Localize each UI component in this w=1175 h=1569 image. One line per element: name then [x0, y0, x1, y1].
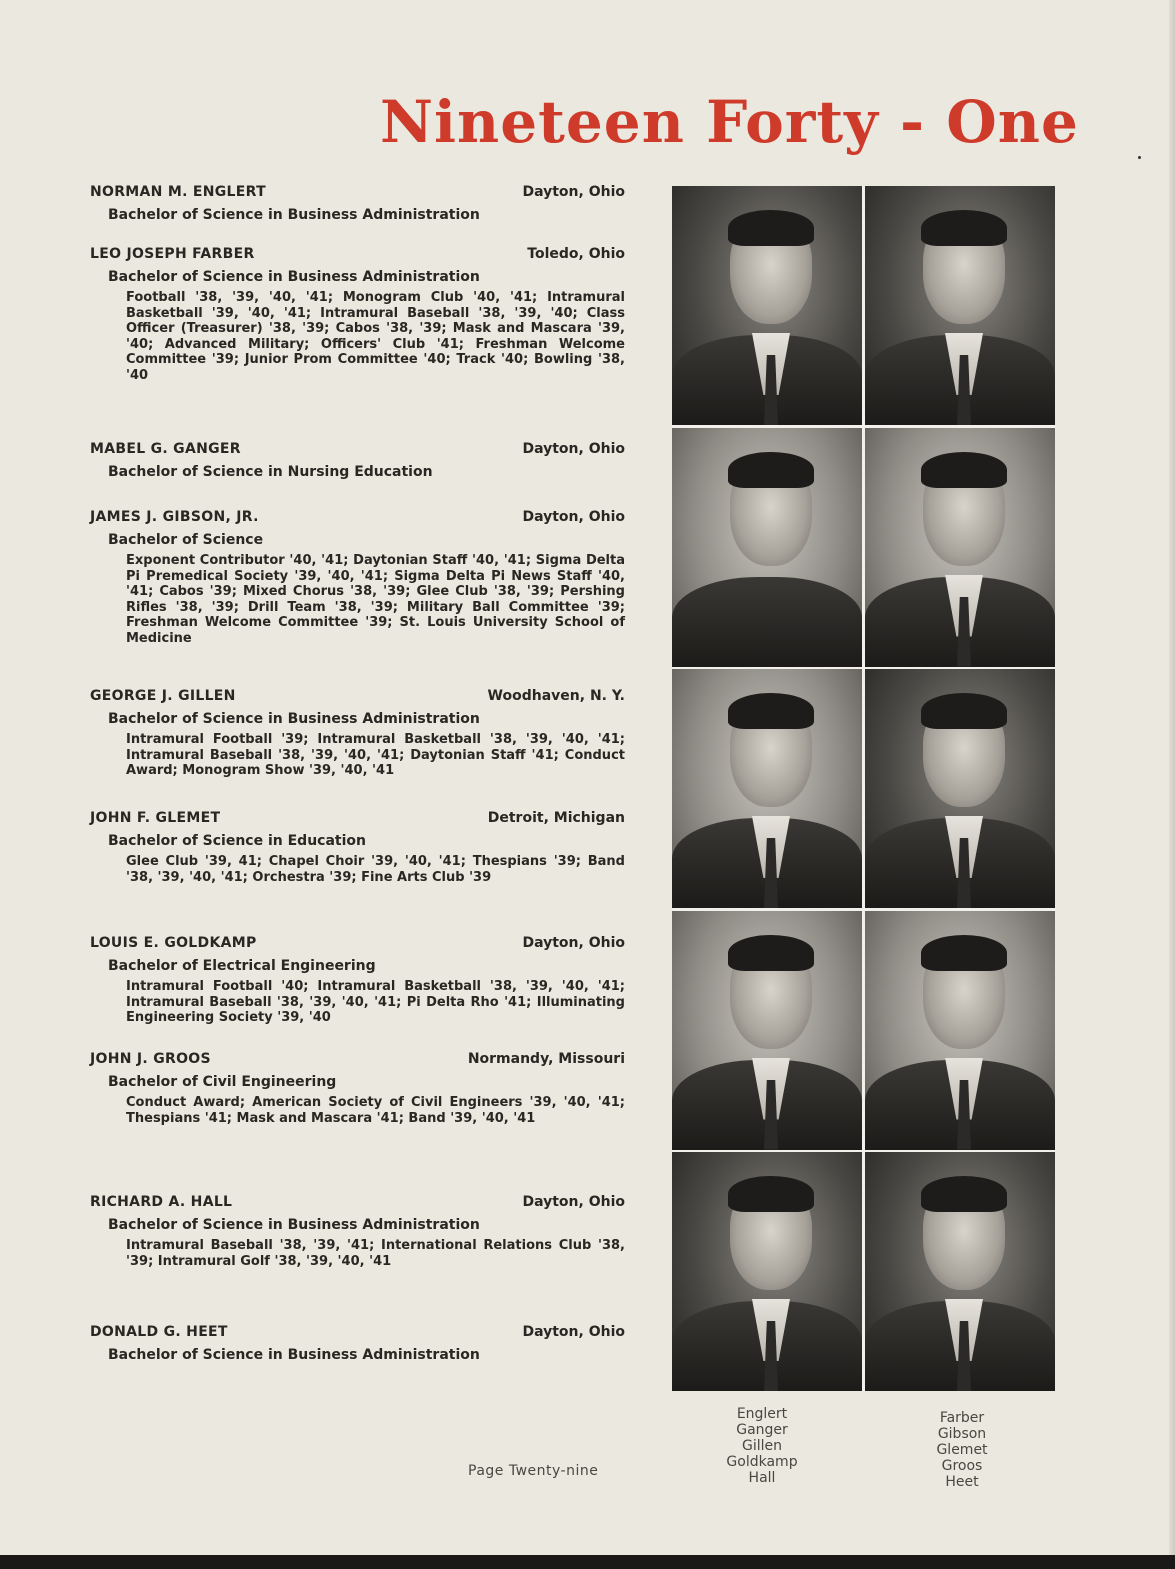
- senior-hometown: Dayton, Ohio: [522, 1194, 625, 1210]
- senior-degree: Bachelor of Science in Business Administration: [108, 1217, 480, 1233]
- caption-column-right: [872, 1410, 1052, 1490]
- page-speck: [1138, 156, 1141, 159]
- portrait-photo: [672, 1152, 862, 1391]
- senior-hometown: Woodhaven, N. Y.: [487, 688, 625, 704]
- portrait-photo: [865, 186, 1055, 425]
- caption-name: Hall: [748, 1470, 776, 1486]
- caption-name: Gillen: [741, 1438, 782, 1454]
- senior-entry: [90, 935, 625, 1026]
- caption-name: Glemet: [936, 1442, 988, 1458]
- caption-name: Englert: [736, 1406, 788, 1422]
- senior-name: DONALD G. HEET: [90, 1324, 228, 1340]
- portrait-photo: [672, 428, 862, 667]
- senior-activities: Intramural Football '39; Intramural Basketball '38, '39, '40, '41; Intramural Baseball '38, '39, '40, '41; Daytonian Staff '41; Conduct Award; Monogram Show '39, '40, '41: [126, 732, 625, 778]
- senior-degree: Bachelor of Electrical Engineering: [108, 958, 376, 974]
- senior-name: JOHN J. GROOS: [90, 1051, 211, 1067]
- senior-hometown: Normandy, Missouri: [467, 1051, 625, 1067]
- caption-name: Goldkamp: [726, 1454, 798, 1470]
- page-edge: [1169, 0, 1175, 1569]
- caption-name: Farber: [939, 1410, 985, 1426]
- senior-degree: Bachelor of Science in Business Administration: [108, 711, 480, 727]
- senior-hometown: Toledo, Ohio: [527, 246, 625, 262]
- caption-name: Gibson: [937, 1426, 987, 1442]
- caption-name: Groos: [941, 1458, 983, 1474]
- senior-degree: Bachelor of Science in Business Administration: [108, 1347, 480, 1363]
- senior-activities: Intramural Football '40; Intramural Basketball '38, '39, '40, '41; Intramural Baseball '38, '39, '40, '41; Pi Delta Rho '41; Illuminating Engineering Society '39, '40: [126, 979, 625, 1025]
- scan-bottom-edge: [0, 1555, 1175, 1569]
- portrait-photo: [672, 186, 862, 425]
- senior-name: NORMAN M. ENGLERT: [90, 184, 266, 200]
- portrait-photo: [865, 669, 1055, 908]
- caption-name: Ganger: [736, 1422, 788, 1438]
- senior-degree: Bachelor of Science in Business Administration: [108, 269, 480, 285]
- senior-degree: Bachelor of Science in Business Administration: [108, 207, 480, 223]
- senior-activities: Football '38, '39, '40, '41; Monogram Club '40, '41; Intramural Basketball '39, '40, '41; Intramural Baseball '38, '39, '40; Class Officer (Treasurer) '38, '39; Cabos '38, '39; Mask and Mascara '39, '40; Advanced Military; Officers' Club '41; Freshman Welcome Committee '39; Junior Prom Committee '40; Track '40; Bowling '38, '40: [126, 290, 625, 383]
- senior-entry: [90, 509, 625, 646]
- senior-entry: [90, 1324, 625, 1365]
- senior-entry: [90, 441, 625, 482]
- senior-name: LEO JOSEPH FARBER: [90, 246, 255, 262]
- senior-entry: [90, 1051, 625, 1126]
- senior-degree: Bachelor of Science in Nursing Education: [108, 464, 433, 480]
- senior-name: MABEL G. GANGER: [90, 441, 241, 457]
- page-title: Nineteen Forty - One: [380, 88, 1079, 156]
- portrait-photo: [672, 911, 862, 1150]
- senior-entry: [90, 1194, 625, 1269]
- senior-degree: Bachelor of Science: [108, 532, 264, 548]
- senior-entry: [90, 184, 625, 225]
- senior-activities: Intramural Baseball '38, '39, '41; International Relations Club '38, '39; Intramural Golf '38, '39, '40, '41: [126, 1238, 625, 1269]
- senior-degree: Bachelor of Civil Engineering: [108, 1074, 337, 1090]
- senior-hometown: Detroit, Michigan: [487, 810, 625, 826]
- senior-name: JAMES J. GIBSON, JR.: [90, 509, 259, 525]
- senior-activities: Glee Club '39, 41; Chapel Choir '39, '40, '41; Thespians '39; Band '38, '39, '40, '41; Orchestra '39; Fine Arts Club '39: [126, 854, 625, 885]
- senior-activities: Exponent Contributor '40, '41; Daytonian Staff '40, '41; Sigma Delta Pi Premedical Society '39, '40, '41; Sigma Delta Pi News Staff '40, '41; Cabos '39; Mixed Chorus '38, '39; Glee Club '38, '39; Pershing Rifles '38, '39; Drill Team '38, '39; Military Ball Committee '39; Freshman Welcome Committee '39; St. Louis University School of Medicine: [126, 553, 625, 646]
- senior-hometown: Dayton, Ohio: [522, 1324, 625, 1340]
- senior-name: RICHARD A. HALL: [90, 1194, 233, 1210]
- senior-name: GEORGE J. GILLEN: [90, 688, 236, 704]
- senior-name: LOUIS E. GOLDKAMP: [90, 935, 257, 951]
- senior-hometown: Dayton, Ohio: [522, 184, 625, 200]
- senior-degree: Bachelor of Science in Education: [108, 833, 366, 849]
- page-number: Page Twenty-nine: [468, 1463, 599, 1479]
- portrait-photo: [865, 428, 1055, 667]
- senior-entry: [90, 810, 625, 885]
- portrait-grid: [672, 186, 1055, 1391]
- senior-hometown: Dayton, Ohio: [522, 509, 625, 525]
- portrait-photo: [672, 669, 862, 908]
- portrait-photo: [865, 911, 1055, 1150]
- senior-hometown: Dayton, Ohio: [522, 935, 625, 951]
- senior-entry: [90, 688, 625, 779]
- senior-name: JOHN F. GLEMET: [90, 810, 221, 826]
- portrait-photo: [865, 1152, 1055, 1391]
- senior-entry: [90, 246, 625, 383]
- senior-activities: Conduct Award; American Society of Civil Engineers '39, '40, '41; Thespians '41; Mask and Mascara '41; Band '39, '40, '41: [126, 1095, 625, 1126]
- senior-hometown: Dayton, Ohio: [522, 441, 625, 457]
- caption-column-left: [672, 1406, 852, 1486]
- caption-name: Heet: [945, 1474, 979, 1490]
